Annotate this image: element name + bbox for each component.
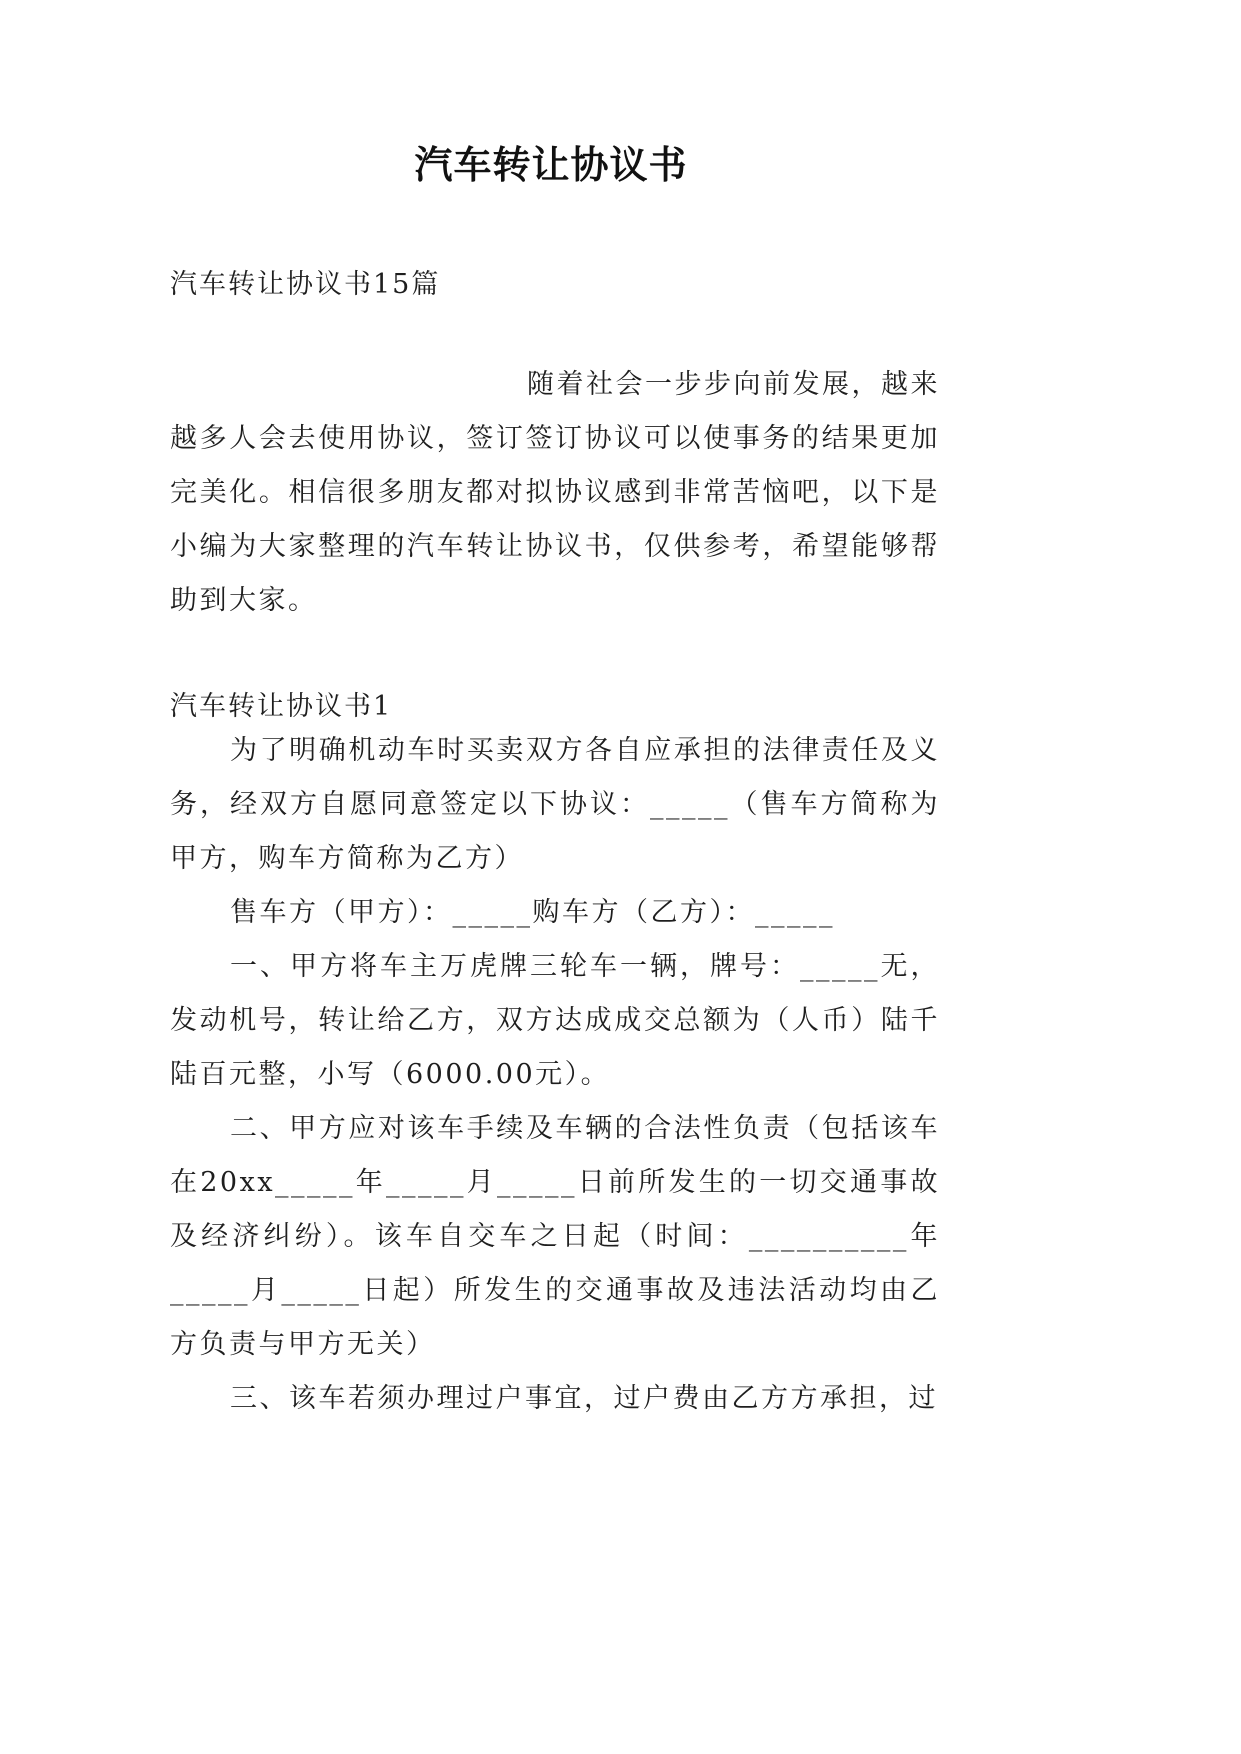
section-body: [170, 724, 940, 1426]
document-subtitle: 汽车转让协议书15篇: [170, 269, 441, 300]
clause-1-paragraph: 一、甲方将车主万虎牌三轮车一辆，牌号：_____无，发动机号，转让给乙方，双方达成成交总额为（人币）陆千陆百元整，小写（6000.00元）。: [170, 951, 940, 1090]
clause-2-paragraph: 二、甲方应对该车手续及车辆的合法性负责（包括该车在20xx_____年_____月_____日前所发生的一切交通事故及经济纠纷）。该车自交车之日起（时间：__________年_____月_____日起）所发生的交通事故及违法活动均由乙方负责与甲方无关）: [170, 1113, 940, 1360]
intro-paragraph: 随着社会一步步向前发展，越来越多人会去使用协议，签订签订协议可以使事务的结果更加完美化。相信很多朋友都对拟协议感到非常苦恼吧，以下是小编为大家整理的汽车转让协议书，仅供参考，希望能够帮助到大家。: [170, 369, 940, 616]
document-title: 汽车转让协议书: [414, 142, 688, 187]
parties-line: 售车方（甲方）：_____购车方（乙方）：_____: [230, 897, 835, 928]
agreement-preamble-paragraph: 为了明确机动车时买卖双方各自应承担的法律责任及义务，经双方自愿同意签定以下协议：_____（售车方简称为甲方，购车方简称为乙方）: [170, 735, 940, 874]
section-heading: 汽车转让协议书1: [170, 691, 393, 722]
clause-3-paragraph: 三、该车若须办理过户事宜，过户费由乙方方承担，过: [230, 1383, 938, 1414]
